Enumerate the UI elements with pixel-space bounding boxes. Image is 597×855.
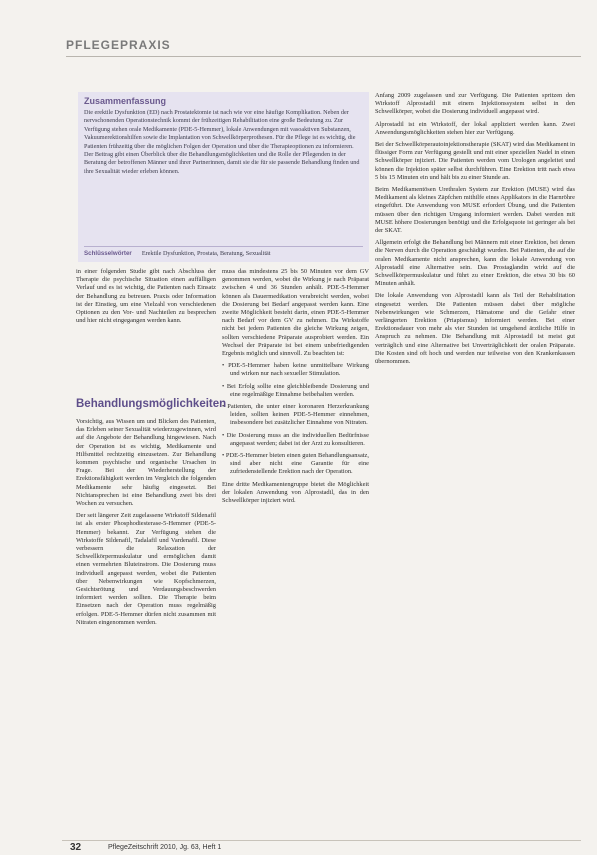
keywords-row xyxy=(84,246,363,258)
header-rule xyxy=(66,56,581,57)
paragraph: Der seit längerer Zeit zugelassene Wirkstoff Sildenafil ist als erster Phosphodiesterase-5-Hemmer (PDE-5-Hemmer) bekannt. Zur Verfügung stehen die Wirkstoffe Sildenafil, Tadalafil und Vardenafil. Diese verbessern die Relaxation der Schwellkörpermuskulatur und ermöglichen damit einen vermehrten Bluteinstrom. Die Dosierung muss individuell angepasst werden, wobei die Patienten über Nebenwirkungen wie Kopfschmerzen, Gesichtsrötung und Verdauungsbeschwerden informiert werden sollten. Die Therapie beim Einsetzen nach der Operation muss regelmäßig erfolgen. PDE-5-Hemmer dürfen nicht zusammen mit Nitraten eingenommen werden. xyxy=(76,512,216,626)
page-header xyxy=(66,38,581,58)
section-heading: Behandlungsmöglichkeiten xyxy=(76,398,227,410)
column-2 xyxy=(222,268,369,830)
paragraph: Vorsichtig, aus Wissen um und Blicken des Patienten, das Erleben seiner Sexualität wiederzugewinnen, wird auf die Angebote der Behandlung hingewiesen. Nach der Operation ist es wichtig, Medikamente und Hilfsmittel rechtzeitig einzusetzen. Zur Behandlung kommen psychische und organische Ursachen in Frage. Bei der Wiederherstellung der Erektionsfähigkeit werden im Vergleich die folgenden Medikamente sehr häufig eingesetzt. Bei Nichtansprechen ist eine Behandlung zwei bis drei Wochen zu versuchen. xyxy=(76,418,216,508)
footer-rule xyxy=(62,840,581,841)
bullet-item: • Die Dosierung muss an die individuellen Bedürfnisse angepasst werden; dabei ist der Arzt zu konsultieren. xyxy=(222,431,369,447)
publication-info: PflegeZeitschrift 2010, Jg. 63, Heft 1 xyxy=(108,844,222,851)
paragraph: in einer folgenden Studie gibt nach Abschluss der Therapie die psychische Situation einen auffälligen Verlauf und es ist wichtig, die Patienten nach Einsatz der Behandlung zu betreuen. Praxis oder Information ist der Einstieg, um eine Vielzahl von verschiedenen Optionen zu den Vor- und Nachteilen zu besprechen und hier nicht eingegangen werden kann. xyxy=(76,268,216,325)
bullet-item: • PDE-5-Hemmer haben keine unmittelbare Wirkung und wirken nur nach sexueller Stimulation. xyxy=(222,362,369,378)
column-3 xyxy=(375,92,575,830)
bullet-item: • Patienten, die unter einer koronaren Herzerkrankung leiden, sollten keinen PDE-5-Hemmer einnehmen, insbesondere bei zusätzlicher Einnahme von Nitraten. xyxy=(222,403,369,427)
paragraph: Alprostadil ist ein Wirkstoff, der lokal appliziert werden kann. Zwei Anwendungsmöglichkeiten stehen hier zur Verfügung. xyxy=(375,120,575,136)
paragraph: Bei der Schwellkörperautoinjektionstherapie (SKAT) wird das Medikament in flüssiger Form zur Verfügung gestellt und mit einer speziellen Nadel in einen Schwellkörper injiziert. Die Patienten werden vom Urologen angeleitet und können die Injektion später selbst durchführen. Eine Erektion tritt nach etwa 5 bis 15 Minuten ein und hält bis zu einer Stunde an. xyxy=(375,141,575,181)
summary-text: Die erektile Dysfunktion (ED) nach Prostatektomie ist nach wie vor eine häufige Komplikation. Neben der nervschonenden Operationstechnik kommt der frühzeitigen Rehabilitation eine große Bedeutung zu. Zur Verfügung stehen orale Medikamente (PDE-5-Hemmer), lokale Anwendungen mit vasoaktiven Substanzen, Vakuumerektionshilfen sowie die Implantation von Schwellkörperprothesen. Für die Pflege ist es wichtig, die Patienten frühzeitig über die möglichen Folgen der Operation und über die Therapieoptionen zu informieren. Der Beitrag gibt einen Überblick über die Behandlungsmöglichkeiten und die Rolle der Pflegenden in der Beratung der betroffenen Männer und ihrer Partnerinnen, damit sie die für sie passende Behandlung finden und ihre Sexualität wieder erleben können. xyxy=(84,109,360,175)
paragraph: Allgemein erfolgt die Behandlung bei Männern mit einer Erektion, bei denen die Nerven durch die Operation geschädigt wurden. Bei Patienten, die auf die oralen Medikamente nicht ansprechen, kann die lokale Anwendung von Alprostadil eine Alternative sein. Das Prostaglandin wirkt auf die Schwellkörpermuskulatur und führt zu einer Erektion, die etwa 30 bis 60 Minuten anhält. xyxy=(375,239,575,288)
keywords-text: Erektile Dysfunktion, Prostata, Beratung, Sexualität xyxy=(141,250,271,257)
page-number: 32 xyxy=(70,842,82,853)
summary-title: Zusammenfassung xyxy=(84,96,167,106)
column-1-body xyxy=(76,418,216,830)
paragraph: muss das mindestens 25 bis 50 Minuten vor dem GV genommen werden, wobei die Wirkung je nach Präparat zwischen 4 und 36 Stunden anhält. PDE-5-Hemmer können als Dauermedikation verabreicht werden, wobei die Dosierung bei Bedarf angepasst werden kann. Eine zweite Möglichkeit besteht darin, einen PDE-5-Hemmer nach Bedarf vor dem GV zu nehmen. Da Wirkstoffe nicht bei jedem Patienten die gleiche Wirkung zeigen, sollten verschiedene Präparate ausprobiert werden. Ein Wechsel der Präparate ist bei einem unbefriedigenden Ergebnis möglich und sinnvoll. Zu beachten ist: xyxy=(222,268,369,358)
summary-box xyxy=(78,92,369,262)
column-1-intro xyxy=(76,268,216,368)
section-title: PFLEGEPRAXIS xyxy=(66,38,171,52)
paragraph: Eine dritte Medikamentengruppe bietet die Möglichkeit der lokalen Anwendung von Alprostadil, das in den Schwellkörper injiziert wird. xyxy=(222,480,369,505)
paragraph: Anfang 2009 zugelassen und zur Verfügung. Die Patienten spritzen den Wirkstoff Alprostadil mit einem Injektionssystem selbst in den Schwellkörper, wobei die Dosierung individuell angepasst wird. xyxy=(375,92,575,116)
bullet-item: • PDE-5-Hemmer bieten einen guten Behandlungsansatz, sind aber nicht eine Garantie für eine zufriedenstellende Erektion nach der Operation. xyxy=(222,452,369,476)
keywords-label: Schlüsselwörter xyxy=(84,250,132,257)
bullet-item: • Bei Erfolg sollte eine gleichbleibende Dosierung und eine regelmäßige Einnahme beibehalten werden. xyxy=(222,382,369,398)
paragraph: Beim Medikamentösen Urethralen System zur Erektion (MUSE) wird das Medikament als kleines Zäpfchen mithilfe eines Applikators in die Harnröhre eingeführt. Die Anwendung von MUSE erfordert Übung, und die Patienten müssen über den richtigen Umgang informiert werden. Dabei werden mit MUSE höhere Dosierungen benötigt und die Erfolgsquote ist geringer als bei der SKAT. xyxy=(375,186,575,235)
paragraph: Die lokale Anwendung von Alprostadil kann als Teil der Rehabilitation eingesetzt werden. Die Patienten müssen dabei über mögliche Nebenwirkungen wie Schmerzen, Hämatome und die Gefahr einer verlängerten Erektion (Priapismus) informiert werden. Bei einer Erektionsdauer von mehr als vier Stunden ist umgehend ärztliche Hilfe in Anspruch zu nehmen. Die Behandlung mit Alprostadil ist meist gut verträglich und eine Alternative bei Unverträglichkeit der oralen Präparate. Die Kosten sind oft hoch und werden nur teilweise von den Krankenkassen übernommen. xyxy=(375,292,575,366)
